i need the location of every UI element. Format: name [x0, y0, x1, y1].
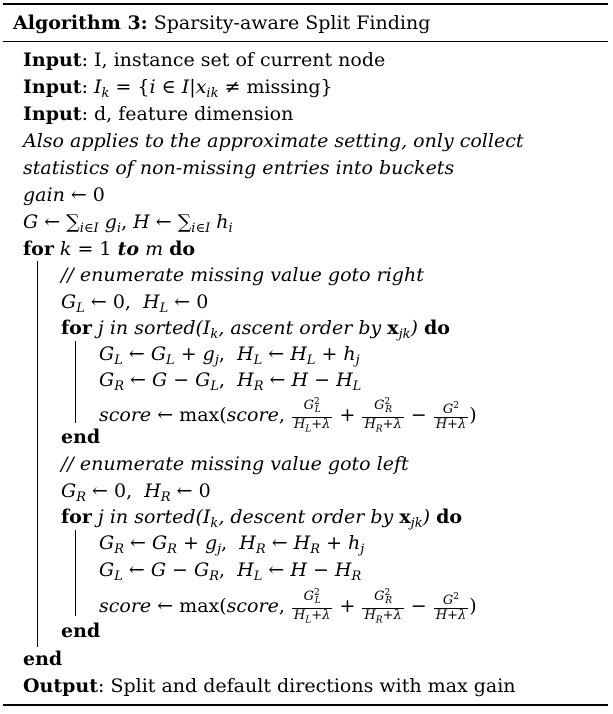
frac-right: $\frac{G^2_R}{H_R+\lambda}$ — [364, 397, 402, 435]
for-inner-ascent: for j in $sorted(I_k$, ascent order by $x_{jk}$) do — [61, 317, 450, 342]
update-right-2: $G_R$ ← $G_R + g_j$, $H_R$ ← $H_R + h_j$ — [99, 532, 365, 557]
do-keyword: do — [423, 317, 450, 339]
end-outer: end — [23, 648, 63, 670]
algorithm-box — [3, 3, 608, 706]
do-keyword: do — [169, 238, 196, 260]
frac-total: $\frac{G^2}{H+\lambda}$ — [435, 401, 467, 433]
inner-block-bar-2 — [75, 530, 76, 616]
algorithm-label: Algorithm 3: — [13, 12, 148, 34]
update-right-1: $G_R$ ← $G - G_L$, $H_R$ ← $H - H_L$ — [99, 369, 362, 394]
update-left-2: $G_L$ ← $G - G_R$, $H_L$ ← $H - H_R$ — [99, 559, 362, 584]
inner-block-bar-1 — [75, 341, 76, 423]
bottom-rule — [3, 704, 608, 706]
input-keyword: Input — [23, 103, 82, 125]
comment-left: // enumerate missing value goto left — [61, 453, 409, 475]
comment-right: // enumerate missing value goto right — [61, 264, 424, 286]
algorithm-name: Sparsity-aware Split Finding — [153, 12, 431, 34]
gain-init: gain ← 0 — [23, 184, 105, 206]
frac-total: $\frac{G^2}{H+\lambda}$ — [435, 592, 467, 624]
title-rule — [3, 41, 608, 42]
input-keyword: Input — [23, 76, 82, 98]
for-outer: for k = 1 to m do — [23, 238, 196, 260]
top-rule — [3, 3, 608, 5]
end-inner-2: end — [61, 620, 101, 642]
score-update-1: score ← max(score, $\frac{G^2_L}{H_L+\lambda}$ + $\frac{G^2_R}{H_R+\lambda}$ − $\frac{G^2}{H+\lambda}$ ) — [99, 397, 477, 435]
G-H-init: G ← $\sum_{i\in I}$ $g_i$, H ← $\sum_{i\in I}$ $h_i$ — [23, 211, 233, 236]
input-line-3 — [23, 101, 293, 128]
algorithm-title — [13, 10, 430, 37]
input-line-2: Input: $I_k = \{i$ ∈ $I|x_{ik} \ne missing$} — [23, 76, 333, 101]
outer-block-bar — [37, 261, 38, 647]
frac-left: $\frac{G^2_L}{H_L+\lambda}$ — [293, 588, 331, 626]
frac-right: $\frac{G^2_R}{H_R+\lambda}$ — [364, 588, 402, 626]
init-left-zero: $G_L$ ← 0, $H_L$ ← 0 — [61, 291, 209, 316]
input-line-1 — [23, 47, 385, 74]
input-3-text: : d, feature dimension — [81, 103, 294, 125]
output-line — [23, 673, 516, 700]
end-inner-1: end — [61, 426, 101, 448]
input-keyword: Input — [23, 49, 82, 71]
do-keyword: do — [436, 506, 463, 528]
frac-left: $\frac{G^2_L}{H_L+\lambda}$ — [293, 397, 331, 435]
score-update-2: score ← max(score, $\frac{G^2_L}{H_L+\lambda}$ + $\frac{G^2_R}{H_R+\lambda}$ − $\frac{G^2}{H+\lambda}$ ) — [99, 588, 477, 626]
note-line-1: Also applies to the approximate setting, only collect — [23, 130, 524, 152]
to-keyword: to — [117, 238, 140, 260]
output-keyword: Output — [23, 675, 99, 697]
note-line-2: statistics of non-missing entries into buckets — [23, 157, 455, 179]
init-right-zero: $G_R$ ← 0, $H_R$ ← 0 — [61, 480, 211, 505]
for-keyword: for — [23, 238, 54, 260]
output-text: : Split and default directions with max gain — [98, 675, 516, 697]
update-left-1: $G_L$ ← $G_L + g_j$, $H_L$ ← $H_L + h_j$ — [99, 343, 360, 368]
for-keyword: for — [61, 506, 92, 528]
for-inner-descent: for j in $sorted(I_k$, descent order by $x_{jk}$) do — [61, 506, 463, 531]
for-keyword: for — [61, 317, 92, 339]
input-1-text: : I, instance set of current node — [81, 49, 386, 71]
